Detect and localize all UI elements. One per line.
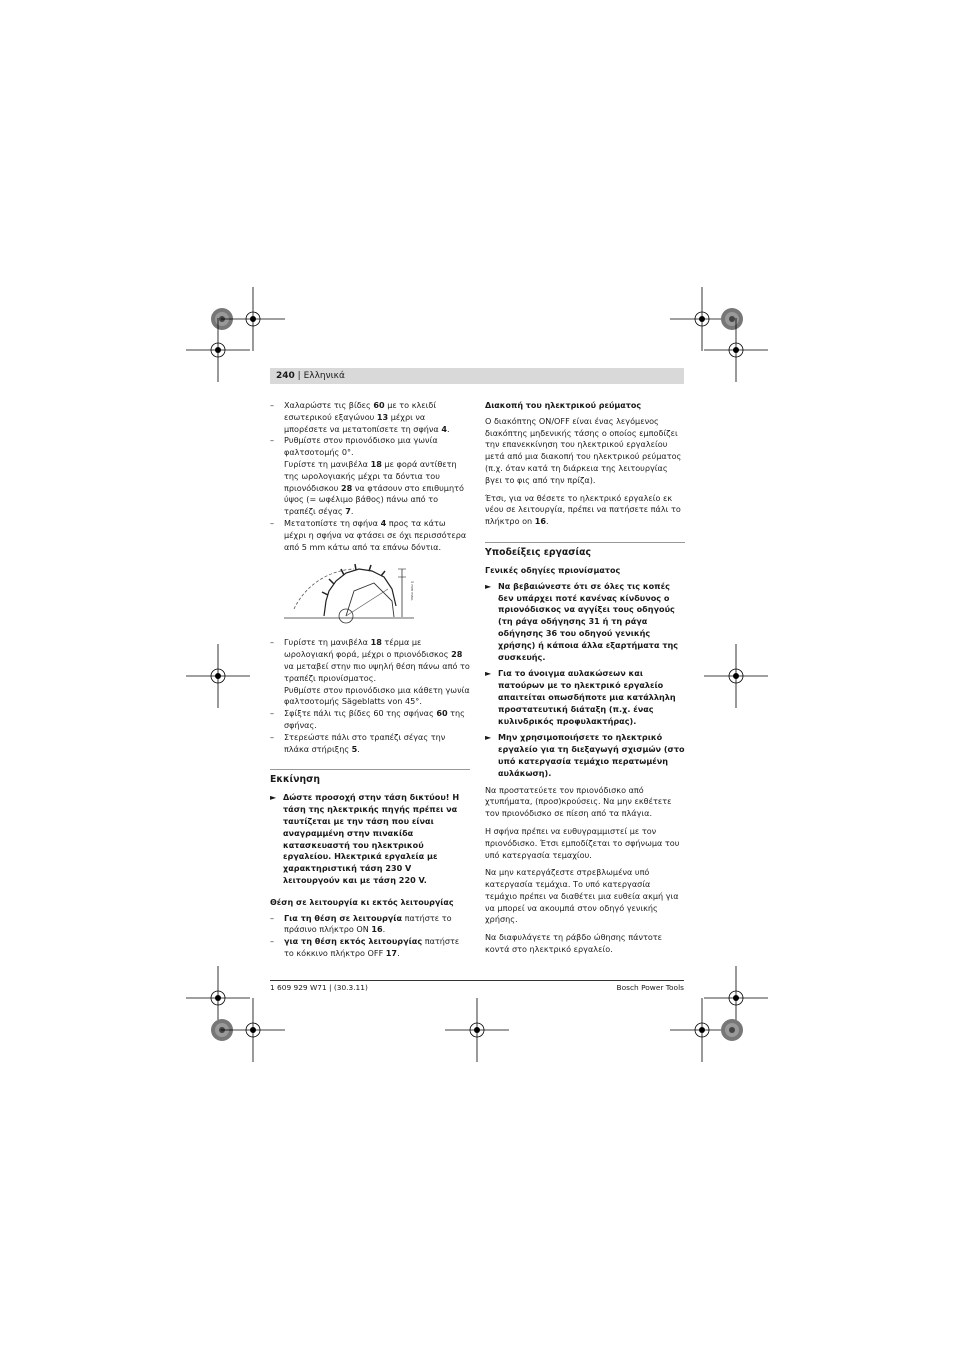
- footer-rule: [270, 980, 684, 981]
- header-separator: |: [294, 371, 304, 381]
- voltage-warning: [270, 792, 470, 886]
- step-item: [270, 435, 470, 459]
- step-item: [270, 732, 470, 756]
- safety-warning: [485, 581, 685, 664]
- steps-top-list: [270, 400, 470, 553]
- safety-warning-text: Να βεβαιώνεστε ότι σε όλες τις κοπές δεν υπάρχει ποτέ κανένας κίνδυνος ο πριονόδισκος να αγγίξει τους οδηγούς (τη ράγα οδήγησης 31 ή τη ράγα οδήγησης 36 του οδηγού γενικής χρήσης) ή κάποια άλλα εξαρτήματα της συσκευής.: [498, 580, 679, 662]
- step-text: Γυρίστε τη μανιβέλα 18 με φορά αντίθετη της ωρολογιακής μέχρι τα δόντια του πριονόδισκου 28 να φτάσουν στο επιθυμητό ύψος (= ωφέλιμο βάθος) πάνω από το τραπέζι σέγας 7.: [284, 458, 464, 517]
- step-item: [270, 708, 470, 732]
- start-title: Εκκίνηση: [270, 774, 320, 786]
- warnings-list: [485, 581, 685, 780]
- step-text: για τη θέση εκτός λειτουργίας πατήστε το κόκκινο πλήκτρο OFF 17.: [284, 936, 460, 958]
- step-text: Στερεώστε πάλι στο τραπέζι σέγας την πλάκα στήριξης 5.: [284, 731, 446, 754]
- warning-arrow-icon: ►: [270, 793, 277, 803]
- step-item: [270, 936, 470, 960]
- step-item: [270, 637, 470, 684]
- general-title: Γενικές οδηγίες πριονίσματος: [485, 565, 621, 575]
- page-number: 240: [276, 371, 295, 381]
- page-header: [276, 369, 345, 383]
- dash-bullet: –: [270, 637, 275, 648]
- saw-blade-figure: [284, 561, 470, 629]
- step-text: Χαλαρώστε τις βίδες 60 με το κλειδί εσωτερικού εξαγώνου 13 μέχρι να μπορέσετε να μετατοπίσετε τη σφήνα 4.: [284, 400, 450, 434]
- dash-bullet: –: [270, 936, 275, 947]
- safety-warning: [485, 732, 685, 779]
- step-item: [270, 459, 470, 518]
- power-paragraph-2: Έτσι, για να θέσετε το ηλεκτρικό εργαλείο εκ νέου σε λειτουργία, πρέπει να πατήσετε πάλι το πλήκτρο on 16.: [485, 492, 681, 527]
- start-section: [270, 769, 470, 959]
- dash-bullet: –: [270, 400, 275, 410]
- step-text: Ρυθμίστε στον πριονόδισκο μια γωνία φαλτσοτομής 0°.: [284, 435, 438, 458]
- step-item: [270, 518, 470, 553]
- step-item: [270, 400, 470, 435]
- step-item: [270, 685, 470, 709]
- warning-arrow-icon: ►: [485, 733, 492, 743]
- right-column: [485, 400, 685, 962]
- onoff-title: Θέση σε λειτουργία κι εκτός λειτουργίας: [270, 897, 454, 907]
- left-column: [270, 400, 470, 960]
- tips-paragraph: Να προστατεύετε τον πριονόδισκο από χτυπήματα, (προσ)κρούσεις. Να μην εκθέτετε τον πριονόδισκο σε πίεση από τα πλάγια.: [485, 784, 672, 819]
- tips-section: [485, 542, 685, 956]
- step-text: Σφίξτε πάλι τις βίδες 60 της σφήνας 60 της σφήνας.: [284, 708, 465, 730]
- safety-warning: [485, 668, 685, 727]
- step-text: Για τη θέση σε λειτουργία πατήστε το πράσινο πλήκτρο ON 16.: [284, 912, 452, 935]
- saw-blade-diagram: [284, 561, 414, 629]
- figure-label: 5 mm max.: [410, 581, 414, 602]
- dash-bullet: –: [270, 517, 275, 528]
- dash-bullet: –: [270, 435, 275, 446]
- step-item: [270, 913, 470, 937]
- step-text: Μετατοπίστε τη σφήνα 4 προς τα κάτω μέχρι η σφήνα να φτάσει σε όχι περισσότερα από 5 mm κάτω από τα επάνω δόντια.: [284, 517, 467, 552]
- footer-brand: Bosch Power Tools: [616, 983, 684, 992]
- header-language: Ελληνικά: [303, 371, 345, 381]
- steps-bottom-list: [270, 637, 470, 755]
- warning-arrow-icon: ►: [485, 669, 492, 679]
- tips-paragraph: Να διαφυλάγετε τη ράβδο ώθησης πάντοτε κοντά στο ηλεκτρικό εργαλείο.: [485, 932, 663, 955]
- tips-paragraph: Να μην κατεργάζεστε στρεβλωμένα υπό κατεργασία τεμάχια. Το υπό κατεργασία τεμάχιο πρέπει να διαθέτει μια ευθεία ακμή για να μπορεί να ακουμπά στον οδηγό γενικής χρήσης.: [485, 867, 679, 925]
- power-title: Διακοπή του ηλεκτρικού ρεύματος: [485, 401, 642, 410]
- tips-title: Υποδείξεις εργασίας: [485, 546, 592, 558]
- power-paragraph-1: Ο διακόπτης ON/OFF είναι ένας λεγόμενος διακόπτης μηδενικής τάσης ο οποίος εμποδίζει την επανεκκίνηση του ηλεκτρικού εργαλείου μετά από μια διακοπή του ηλεκτρικού ρεύματος (π.χ. όταν κατά τη διάρκεια της λειτουργίας βγει το φις από την πρίζα).: [485, 415, 682, 485]
- voltage-warning-text: Δώστε προσοχή στην τάση δικτύου! Η τάση της ηλεκτρικής πηγής πρέπει να ταυτίζεται με την τάση που είναι αναγραμμένη στην πινακίδα κατασκευαστή του ηλεκτρικού εργαλείου. Ηλεκτρικά εργαλεία με χαρακτηριστική τάση 230 V λειτουργούν και με τάση 220 V.: [283, 792, 460, 885]
- safety-warning-text: Μην χρησιμοποιήσετε το ηλεκτρικό εργαλείο για τη διεξαγωγή σχισμών (στο υπό κατεργασία τεμάχιο περατωμένη αυλάκωση).: [498, 732, 685, 778]
- dash-bullet: –: [270, 912, 275, 923]
- safety-warning-text: Για το άνοιγμα αυλακώσεων και πατούρων με το ηλεκτρικό εργαλείο απαιτείται οπωσδήποτε μια κατάλληλη προστατευτική διάταξη (π.χ. ένας κυλινδρικός προφυλακτήρας).: [498, 668, 676, 726]
- warning-arrow-icon: ►: [485, 581, 492, 591]
- onoff-list: [270, 913, 470, 960]
- step-text: Ρυθμίστε στον πριονόδισκο μια κάθετη γωνία φαλτσοτομής Sägeblatts von 45°.: [284, 684, 470, 707]
- footer-doc-number: 1 609 929 W71 | (30.3.11): [270, 983, 368, 992]
- dash-bullet: –: [270, 708, 275, 719]
- step-text: Γυρίστε τη μανιβέλα 18 τέρμα με ωρολογιακή φορά, μέχρι ο πριονόδισκος 28 να μεταβεί στην πιο υψηλή θέση πάνω από το τραπέζι πριονίσματος.: [284, 637, 470, 683]
- dash-bullet: –: [270, 731, 275, 742]
- tips-paragraphs: [485, 785, 685, 956]
- tips-paragraph: Η σφήνα πρέπει να ευθυγραμμιστεί με τον πριονόδισκο. Έτσι εμποδίζεται το σφήνωμα του υπό κατεργασία τεμαχίου.: [485, 825, 680, 860]
